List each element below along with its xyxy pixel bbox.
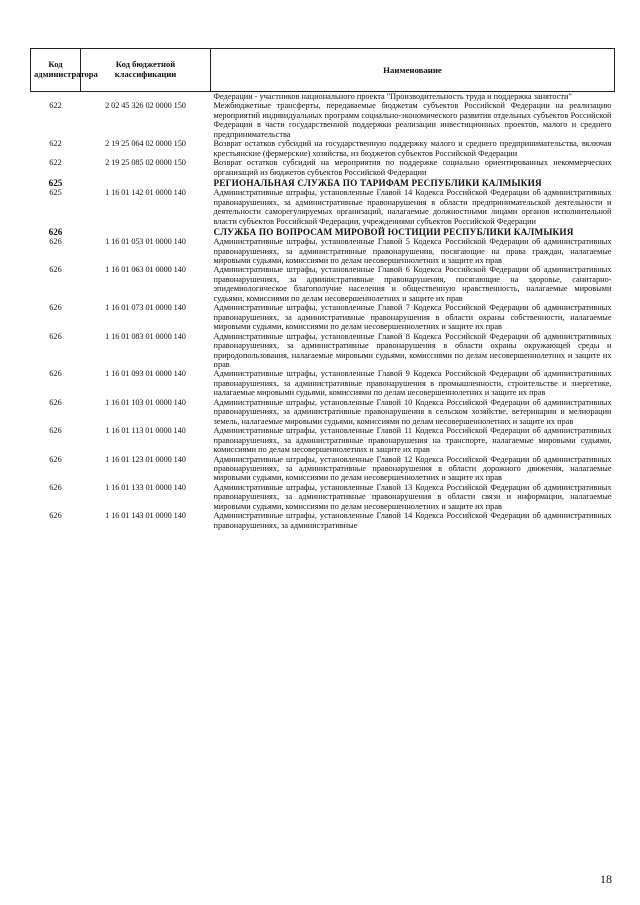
kbk-cell: 1 16 01 133 01 0000 140 [105,482,186,492]
table-row [31,265,615,303]
name-header: Наименование [211,49,615,92]
admin-code-cell: 626 [49,237,62,247]
admin-code-cell: 622 [49,101,62,111]
name-cell: Административные штрафы, установленные Главой 7 Кодекса Российской Федерации об административных правонарушениях, за административные правонарушения в области охраны собственности, налагаемые мировыми судьями, комиссиями по делам несовершеннолетних и защите их прав [213,303,612,332]
name-cell: Административные штрафы, установленные Главой 14 Кодекса Российской Федерации об административных правонарушениях, за административные правонарушения в области предпринимательской деятельности и деятельности саморегулируемых организаций, налагаемые должностными лицами органов исполнительной власти субъектов Российской Федерации, учреждениями субъектов Российской Федерации [213,188,612,226]
table-row [31,455,615,483]
table-row [31,92,615,102]
table-header [31,49,615,92]
kbk-cell: 2 19 25 085 02 0000 150 [105,158,186,168]
table-row [31,303,615,331]
admin-code-cell: 626 [49,511,62,521]
table-row [31,398,615,426]
admin-code-cell: 622 [49,158,62,168]
name-cell: Административные штрафы, установленные Главой 13 Кодекса Российской Федерации об административных правонарушениях, за административные правонарушения в области связи и информации, налагаемые мировыми судьями, комиссиями по делам несовершеннолетних и защите их прав [213,482,612,511]
name-cell: Возврат остатков субсидий на государственную поддержку малого и среднего предпринимательства, включая крестьянские (фермерские) хозяйства, из бюджетов субъектов Российской Федерации [213,139,612,158]
name-cell: РЕГИОНАЛЬНАЯ СЛУЖБА ПО ТАРИФАМ РЕСПУБЛИКИ КАЛМЫКИЯ [213,178,542,189]
page-number: 18 [600,872,612,886]
admin-code-cell [31,92,81,102]
admin-code-cell: 626 [49,331,62,341]
table-body [31,92,615,531]
table-row [31,139,615,158]
budget-classification-table [30,48,615,530]
name-cell: Межбюджетные трансферты, передаваемые бюджетам субъектов Российской Федерации на реализацию мероприятий индивидуальных программ социально-экономического развития отдельных субъектов Российской Федерации в части государственной поддержки реализации инвестиционных проектов, малого и среднего предпринимательства [213,101,612,139]
admin-code-cell: 626 [49,482,62,492]
admin-code-cell: 626 [49,265,62,275]
table-row [31,483,615,511]
admin-code-cell: 626 [49,369,62,379]
kbk-cell: 2 19 25 064 02 0000 150 [105,139,186,149]
kbk-cell: 1 16 01 142 01 0000 140 [105,188,186,198]
name-cell: Административные штрафы, установленные Главой 9 Кодекса Российской Федерации об административных правонарушениях, за административные правонарушения в промышленности, строительстве и энергетике, налагаемые мировыми судьями, комиссиями по делам несовершеннолетних и защите их прав [213,369,612,398]
admin-code-cell: 625 [48,178,63,189]
admin-code-cell: 625 [49,188,62,198]
kbk-cell: 1 16 01 063 01 0000 140 [105,265,186,275]
admin-code-cell: 626 [49,397,62,407]
kbk-header: Код бюджетной классификации [81,49,211,92]
table-row [31,188,615,226]
name-cell: Административные штрафы, установленные Главой 11 Кодекса Российской Федерации об административных правонарушениях, за административные правонарушения на транспорте, налагаемые мировыми судьями, комиссиями по делам несовершеннолетних и защите их прав [213,426,612,455]
kbk-cell: 1 16 01 073 01 0000 140 [105,303,186,313]
table-row [31,101,615,139]
name-cell: Административные штрафы, установленные Главой 5 Кодекса Российской Федерации об административных правонарушениях, за административные правонарушения, посягающие на права граждан, налагаемые мировыми судьями, комиссиями по делам несовершеннолетних и защите их прав [213,237,612,266]
kbk-cell: 1 16 01 103 01 0000 140 [105,397,186,407]
admin-code-cell: 626 [48,227,63,237]
kbk-cell: 1 16 01 053 01 0000 140 [105,237,186,247]
admin-code-cell: 626 [49,426,62,436]
kbk-cell: 1 16 01 083 01 0000 140 [105,331,186,341]
kbk-cell: 1 16 01 093 01 0000 140 [105,369,186,379]
name-cell: Возврат остатков субсидий на мероприятия по поддержке социально ориентированных некоммерческих организаций из бюджетов субъектов Российской Федерации [213,158,612,177]
name-cell: Административные штрафы, установленные Главой 10 Кодекса Российской Федерации об административных правонарушениях, за административные правонарушения в сельском хозяйстве, ветеринарии и мелиорации земель, налагаемые мировыми судьями, комиссиями по делам несовершеннолетних и защите их прав [213,397,612,426]
kbk-cell: 1 16 01 113 01 0000 140 [105,426,186,436]
kbk-cell [81,92,211,102]
name-cell: Административные штрафы, установленные Главой 14 Кодекса Российской Федерации об административных правонарушениях, за административные [213,511,612,530]
section-heading-row [31,226,615,237]
name-cell: СЛУЖБА ПО ВОПРОСАМ МИРОВОЙ ЮСТИЦИИ РЕСПУБЛИКИ КАЛМЫКИЯ [213,227,574,237]
name-cell: Административные штрафы, установленные Главой 12 Кодекса Российской Федерации об административных правонарушениях, за административные правонарушения в области дорожного движения, налагаемые мировыми судьями, комиссиями по делам несовершеннолетних и защите их прав [213,454,612,483]
admin-code-cell: 626 [49,303,62,313]
kbk-cell [81,177,211,188]
name-cell: Административные штрафы, установленные Главой 6 Кодекса Российской Федерации об административных правонарушениях, за административные правонарушения, посягающие на здоровье, санитарно-эпидемиологическое благополучие населения и общественную нравственность, налагаемые мировыми судьями, комиссиями по делам несовершеннолетних и защите их прав [213,265,612,303]
admin-code-cell: 626 [49,454,62,464]
kbk-cell: 1 16 01 143 01 0000 140 [105,511,186,521]
table-row [31,426,615,454]
table-row [31,369,615,397]
table-row [31,332,615,370]
name-cell: Федерации - участников национального проекта "Производительность труда и поддержка занятости" [213,92,572,101]
table-row [31,237,615,265]
kbk-cell: 2 02 45 326 02 0000 150 [105,101,186,111]
kbk-cell: 1 16 01 123 01 0000 140 [105,454,186,464]
admin-code-header: Код администратора [31,49,81,92]
kbk-cell [81,226,211,237]
table-row [31,158,615,177]
name-cell: Административные штрафы, установленные Главой 8 Кодекса Российской Федерации об административных правонарушениях, за административные правонарушения в области охраны окружающей среды и природопользования, налагаемые мировыми судьями, комиссиями по делам несовершеннолетних и защите их прав [213,331,612,369]
section-heading-row [31,177,615,188]
table-row [31,511,615,530]
admin-code-cell: 622 [49,139,62,149]
